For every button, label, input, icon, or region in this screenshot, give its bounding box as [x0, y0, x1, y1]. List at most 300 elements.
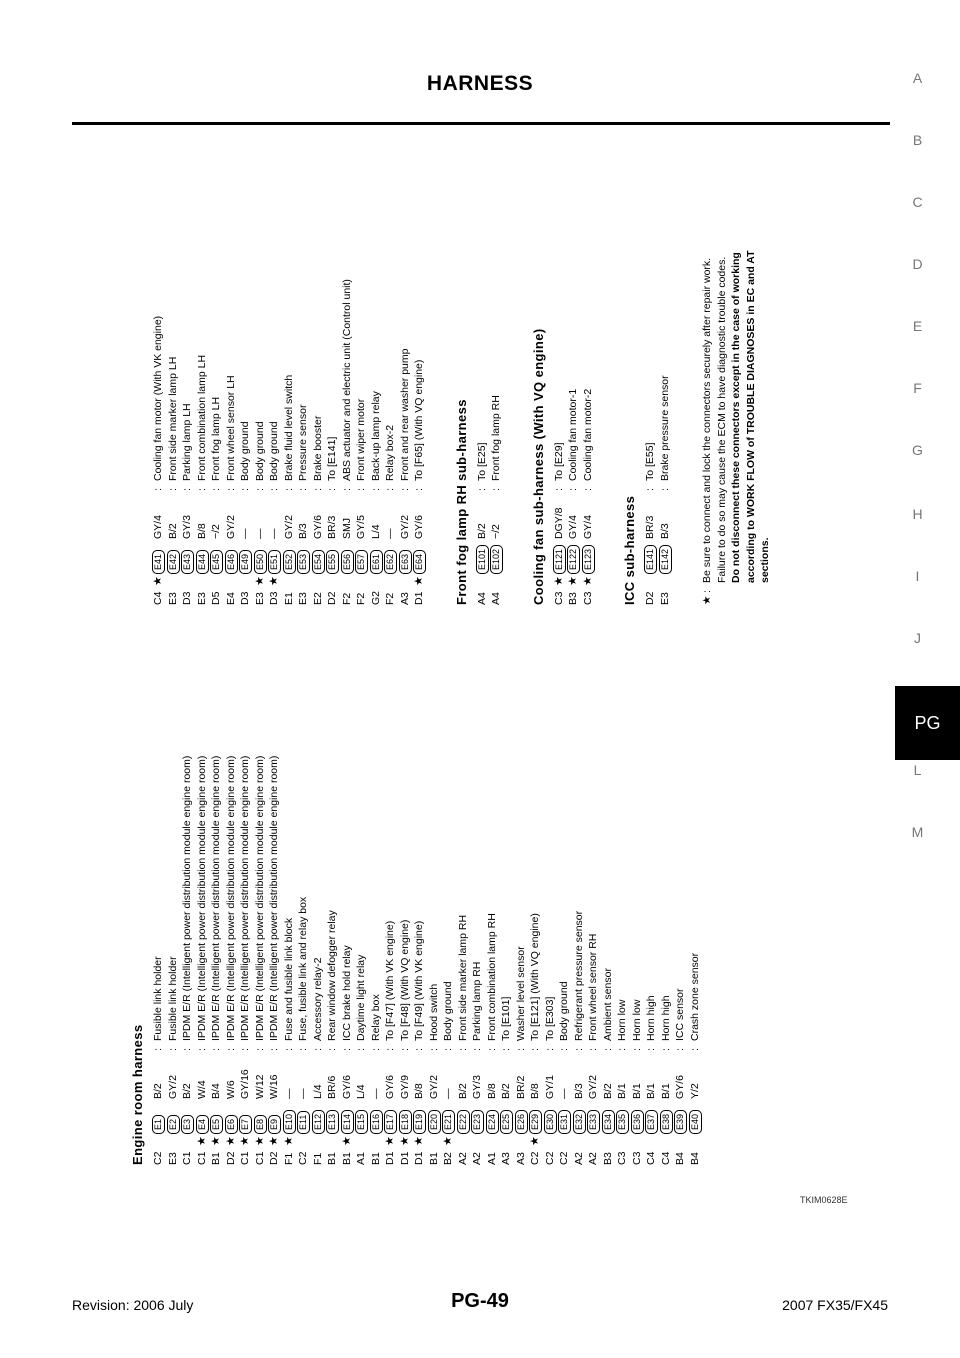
connector-color-pins: —	[268, 528, 280, 539]
separator: :	[552, 488, 565, 491]
connector-number	[499, 1110, 514, 1134]
grid-reference: E1	[282, 592, 295, 605]
connector-color-pins: GY/6	[384, 1075, 396, 1099]
connector-number	[489, 545, 504, 574]
separator: :	[210, 1048, 222, 1051]
star-mark: ★	[384, 1136, 396, 1146]
grid-reference: C2	[152, 1151, 164, 1165]
grid-reference: D3	[181, 591, 193, 605]
connector-number	[398, 1110, 413, 1134]
grid-reference: A1	[485, 1152, 498, 1165]
connector-number-box: E19	[413, 1110, 426, 1134]
connector-row	[238, 645, 253, 1165]
index-tab-j[interactable]: J	[914, 630, 921, 646]
connector-row	[630, 645, 645, 1165]
connector-description: To [E29]	[552, 442, 565, 481]
grid-reference: F2	[355, 592, 367, 605]
connector-description: ICC brake hold relay	[340, 945, 353, 1041]
grid-reference: D2	[268, 1151, 280, 1165]
grid-reference: D3	[268, 591, 280, 605]
connector-number	[253, 550, 268, 574]
grid-reference: C1	[195, 1151, 208, 1165]
connector-row	[224, 645, 239, 1165]
grid-reference: C2	[558, 1151, 570, 1165]
connector-number	[566, 545, 581, 574]
connector-color-pins: W/12	[253, 1074, 266, 1099]
grid-reference: D3	[239, 591, 251, 605]
grid-reference: D2	[326, 591, 338, 605]
grid-reference: E3	[166, 592, 179, 605]
connector-description: IPDM E/R (Intelligent power distribution module engine room)	[253, 755, 266, 1041]
separator: :	[644, 488, 656, 491]
connector-description: Front and rear washer pump	[398, 348, 411, 481]
separator: :	[659, 1048, 672, 1051]
connector-description: To [E101]	[500, 996, 512, 1041]
connector-description: Body ground	[253, 421, 266, 481]
connector-color-pins: GY/2	[166, 1075, 179, 1099]
separator: :	[297, 1048, 309, 1051]
note-warning-line: sections.	[759, 537, 771, 583]
connector-number-box: E10	[283, 1110, 296, 1134]
connector-description: To [E141]	[326, 436, 338, 481]
connector-color-pins: B/8	[413, 1083, 425, 1099]
index-tab-g[interactable]: G	[912, 442, 923, 458]
connector-number-box: E46	[225, 550, 238, 574]
connector-color-pins: —	[239, 528, 251, 539]
separator: :	[326, 488, 338, 491]
star-mark: ★	[253, 1136, 266, 1146]
connector-number	[557, 1110, 572, 1134]
connector-row	[325, 135, 340, 605]
connector-description: Back-up lamp relay	[369, 391, 382, 481]
connector-color-pins: GY/16	[239, 1069, 251, 1099]
grid-reference: A3	[514, 1152, 527, 1165]
connector-number	[644, 1110, 659, 1134]
connector-color-pins: —	[558, 1088, 570, 1099]
connector-number-box: E51	[268, 550, 281, 574]
index-tab-e[interactable]: E	[912, 318, 923, 334]
connector-number	[354, 1110, 369, 1134]
connector-row	[238, 135, 253, 605]
separator: :	[253, 1048, 266, 1051]
connector-description: Front combination lamp LH	[195, 354, 208, 481]
separator: :	[581, 488, 594, 491]
connector-description: Parking lamp RH	[471, 961, 483, 1041]
grid-reference: C1	[181, 1151, 193, 1165]
connector-description: Front wheel sensor RH	[587, 933, 599, 1041]
connector-row	[586, 645, 601, 1165]
connector-number	[456, 1110, 471, 1134]
connector-number-box: E142	[659, 545, 672, 574]
connector-row	[383, 645, 398, 1165]
separator: :	[195, 488, 208, 491]
connector-number-box: E25	[500, 1110, 513, 1134]
connector-color-pins: B/1	[659, 1083, 672, 1099]
separator: :	[282, 488, 295, 491]
connector-row	[456, 645, 471, 1165]
connector-number-box: E5	[210, 1115, 223, 1134]
connector-number-box: E141	[644, 545, 657, 574]
separator: :	[166, 1048, 179, 1051]
connector-number-box: E26	[515, 1110, 528, 1134]
connector-row	[566, 135, 581, 605]
index-tab-b[interactable]: B	[912, 132, 923, 148]
connector-row	[557, 645, 572, 1165]
connector-number	[267, 550, 282, 574]
connector-number	[267, 1115, 282, 1134]
connector-row	[615, 645, 630, 1165]
connector-color-pins: B/3	[572, 1083, 585, 1099]
grid-reference: E2	[311, 592, 324, 605]
separator: :	[152, 1048, 164, 1051]
connector-color-pins: GY/4	[152, 515, 164, 539]
connector-row	[644, 645, 659, 1165]
connector-number	[340, 1110, 355, 1134]
connector-row	[581, 135, 596, 605]
connector-color-pins: GY/6	[340, 1075, 353, 1099]
connector-number-box: E11	[297, 1111, 310, 1134]
index-tab-c[interactable]: C	[912, 194, 923, 210]
connector-row	[658, 135, 673, 605]
connector-description: Brake fluid level switch	[282, 374, 295, 481]
connector-description: Fuse, fusible link and relay box	[297, 896, 309, 1041]
section-title: Front fog lamp RH sub-harness	[453, 399, 469, 605]
connector-row	[398, 135, 413, 605]
connector-number-box: E7	[239, 1115, 252, 1134]
connector-number	[166, 550, 181, 574]
connector-row	[475, 135, 490, 605]
connector-number	[195, 1115, 210, 1134]
connector-description: Refrigerant pressure sensor	[572, 910, 585, 1041]
connector-number	[224, 550, 239, 574]
separator: :	[210, 488, 222, 491]
connector-row	[552, 135, 567, 605]
connector-number-box: E52	[283, 550, 296, 574]
connector-row	[572, 645, 587, 1165]
separator: :	[543, 1048, 556, 1051]
connector-row	[151, 645, 166, 1165]
connector-description: Body ground	[558, 981, 570, 1041]
connector-number	[581, 545, 596, 574]
separator: :	[658, 488, 671, 491]
connector-number	[224, 1115, 239, 1134]
index-tab-a[interactable]: A	[912, 70, 923, 86]
connector-description: To [E121] (With VQ engine)	[529, 913, 541, 1041]
connector-color-pins: B/3	[297, 523, 309, 539]
separator: :	[485, 1048, 498, 1051]
connector-row	[253, 135, 268, 605]
connector-number	[615, 1110, 630, 1134]
grid-reference: A2	[587, 1152, 599, 1165]
page-title: HARNESS	[426, 72, 534, 95]
separator: :	[630, 1048, 643, 1051]
index-tab-m[interactable]: M	[911, 824, 924, 840]
connector-number-box: E34	[602, 1110, 615, 1134]
connector-number-box: E30	[544, 1110, 557, 1134]
connector-number-box: E63	[399, 550, 412, 574]
connector-description: IPDM E/R (Intelligent power distribution module engine room)	[268, 755, 280, 1041]
connector-number-box: E50	[254, 550, 267, 574]
note-line: Failure to do so may cause the ECM to have diagnostic trouble codes.	[715, 256, 728, 583]
connector-description: Body ground	[239, 421, 251, 481]
separator: :	[616, 1048, 628, 1051]
connector-row	[470, 645, 485, 1165]
connector-description: To [E55]	[644, 442, 656, 481]
grid-reference: C4	[645, 1151, 657, 1165]
connector-description: To [E25]	[475, 442, 488, 481]
separator: :	[442, 1048, 454, 1051]
grid-reference: E3	[195, 592, 208, 605]
separator: :	[181, 1048, 193, 1051]
section-title: Cooling fan sub-harness (With VQ engine)	[530, 328, 546, 605]
separator: :	[369, 1048, 382, 1051]
connector-number-box: E39	[674, 1110, 687, 1134]
separator: :	[529, 1048, 541, 1051]
star-mark: ★	[398, 1136, 411, 1146]
separator: :	[384, 1048, 396, 1051]
connector-number	[528, 1110, 543, 1134]
connector-description: IPDM E/R (Intelligent power distribution module engine room)	[195, 755, 208, 1041]
grid-reference: E3	[166, 1152, 179, 1165]
grid-reference: B1	[369, 1152, 382, 1165]
connector-description: Front combination lamp RH	[485, 913, 498, 1041]
connector-row	[441, 645, 456, 1165]
connector-row	[489, 135, 504, 605]
connector-number-box: E42	[167, 550, 180, 574]
connector-color-pins: GY/4	[567, 515, 579, 539]
grid-reference: C2	[529, 1151, 541, 1165]
separator: :	[500, 1048, 512, 1051]
connector-number-box: E121	[553, 545, 566, 574]
index-tab-f[interactable]: F	[913, 380, 922, 396]
separator: :	[384, 488, 396, 491]
connector-number-box: E40	[689, 1110, 702, 1134]
grid-reference: A3	[398, 592, 411, 605]
connector-number	[325, 1110, 340, 1134]
separator: :	[224, 1048, 237, 1051]
star-mark: ★	[282, 1136, 295, 1146]
star-mark: ★	[567, 576, 579, 586]
grid-reference: D1	[413, 591, 425, 605]
connector-description: IPDM E/R (Intelligent power distribution module engine room)	[224, 755, 237, 1041]
connector-description: Relay box-2	[384, 424, 396, 481]
connector-number	[383, 550, 398, 574]
section-title: Engine room harness	[130, 1024, 145, 1165]
index-tab-d[interactable]: D	[912, 256, 923, 272]
separator: :	[311, 488, 324, 491]
index-tab-h[interactable]: H	[912, 506, 923, 522]
connector-number	[427, 1110, 442, 1134]
grid-reference: F2	[340, 592, 353, 605]
grid-reference: B3	[601, 1152, 614, 1165]
separator: :	[282, 1048, 295, 1051]
connector-number	[238, 550, 253, 574]
grid-reference: A4	[490, 592, 502, 605]
grid-reference: B1	[427, 1152, 440, 1165]
connector-description: To [F48] (With VQ engine)	[398, 919, 411, 1041]
connector-color-pins: GY/2	[398, 515, 411, 539]
connector-color-pins: BR/3	[644, 515, 656, 539]
connector-row	[528, 645, 543, 1165]
separator: :	[181, 488, 193, 491]
connector-number	[282, 1110, 297, 1134]
separator: :	[490, 488, 502, 491]
connector-description: Horn low	[630, 999, 643, 1041]
connector-row	[209, 645, 224, 1165]
connector-number-box: E53	[297, 550, 310, 574]
grid-reference: C4	[152, 591, 164, 605]
grid-reference: B2	[442, 1152, 454, 1165]
connector-number	[441, 1110, 456, 1134]
connector-number-box: E22	[457, 1110, 470, 1134]
star-mark: ★	[413, 576, 425, 586]
star-mark: ★	[529, 1136, 541, 1146]
separator: :	[340, 488, 353, 491]
connector-number-box: E29	[529, 1110, 542, 1134]
connector-number-box: E2	[167, 1115, 180, 1134]
connector-color-pins: B/1	[616, 1083, 628, 1099]
grid-reference: C3	[630, 1151, 643, 1165]
connector-number	[180, 550, 195, 574]
connector-number-box: E15	[355, 1110, 368, 1134]
grid-reference: D2	[644, 591, 656, 605]
note-warning-line: according to WORK FLOW of TROUBLE DIAGNOSES in EC and AT	[744, 250, 757, 583]
separator: :	[239, 488, 251, 491]
separator: :	[471, 1048, 483, 1051]
connector-number	[340, 550, 355, 574]
grid-reference: B3	[567, 592, 579, 605]
connector-number-box: E55	[326, 550, 339, 574]
grid-reference: B1	[210, 1152, 222, 1165]
separator: :	[475, 488, 488, 491]
connector-number	[552, 545, 567, 574]
separator: :	[268, 488, 280, 491]
connector-number-box: E23	[471, 1110, 484, 1134]
connector-number-box: E123	[582, 545, 595, 574]
connector-row	[282, 645, 297, 1165]
star-mark: ★	[253, 576, 266, 586]
index-tab-l[interactable]: L	[913, 762, 922, 778]
connector-description: IPDM E/R (Intelligent power distribution module engine room)	[181, 755, 193, 1041]
connector-number	[673, 1110, 688, 1134]
connector-row	[180, 135, 195, 605]
grid-reference: C1	[253, 1151, 266, 1165]
connector-number	[475, 545, 490, 574]
connector-color-pins: GY/4	[581, 515, 594, 539]
star-mark: ★	[210, 1136, 222, 1146]
separator: :	[268, 1048, 280, 1051]
connector-number-box: E41	[152, 550, 165, 574]
index-tab-pg[interactable]: PG	[895, 686, 960, 760]
connector-number-box: E43	[181, 550, 194, 574]
grid-reference: C3	[581, 591, 594, 605]
connector-number-box: E6	[225, 1115, 238, 1134]
connector-color-pins: B/2	[601, 1083, 614, 1099]
connector-color-pins: B/2	[475, 523, 488, 539]
grid-reference: C3	[616, 1151, 628, 1165]
index-tab-i[interactable]: I	[915, 568, 920, 584]
connector-description: Front side marker lamp RH	[456, 914, 469, 1041]
connector-color-pins: GY/9	[398, 1075, 411, 1099]
connector-row	[499, 645, 514, 1165]
connector-row	[195, 645, 210, 1165]
connector-color-pins: −/2	[490, 524, 502, 539]
separator: :	[297, 488, 309, 491]
footer-revision: Revision: 2006 July	[72, 1297, 194, 1313]
connector-description: Cooling fan motor-1	[567, 388, 579, 481]
connector-description: Front wheel sensor LH	[224, 375, 237, 481]
connector-number	[282, 550, 297, 574]
grid-reference: A2	[456, 1152, 469, 1165]
harness-connector-list	[125, 125, 785, 1165]
separator: :	[514, 1048, 527, 1051]
connector-color-pins: B/2	[166, 523, 179, 539]
column-left	[125, 645, 702, 1165]
connector-description: To [F47] (With VK engine)	[384, 920, 396, 1041]
connector-number	[166, 1115, 181, 1134]
connector-number	[151, 550, 166, 574]
connector-number-box: E36	[631, 1110, 644, 1134]
connector-color-pins: BR/3	[326, 515, 338, 539]
connector-number	[354, 550, 369, 574]
connector-row	[151, 135, 166, 605]
connector-row	[688, 645, 703, 1165]
connector-row	[601, 645, 616, 1165]
separator: :	[601, 1048, 614, 1051]
connector-description: IPDM E/R (Intelligent power distribution module engine room)	[210, 755, 222, 1041]
connector-description: Brake booster	[311, 415, 324, 481]
connector-number-box: E54	[312, 550, 325, 574]
connector-number	[311, 550, 326, 574]
connector-number	[586, 1110, 601, 1134]
connector-number-box: E101	[476, 545, 489, 574]
separator: :	[398, 488, 411, 491]
connector-row	[311, 645, 326, 1165]
connector-row	[340, 135, 355, 605]
connector-color-pins: B/3	[658, 523, 671, 539]
connector-number-box: E32	[573, 1110, 586, 1134]
connector-description: Relay box	[369, 994, 382, 1041]
separator: :	[152, 488, 164, 491]
grid-reference: C4	[659, 1151, 672, 1165]
connector-number	[470, 1110, 485, 1134]
star-mark: ★	[152, 576, 164, 586]
connector-color-pins: L/4	[355, 1084, 367, 1099]
connector-color-pins: —	[282, 1088, 295, 1099]
connector-row	[673, 645, 688, 1165]
connector-row	[296, 645, 311, 1165]
grid-reference: D1	[413, 1151, 425, 1165]
connector-row	[325, 645, 340, 1165]
grid-reference: E3	[297, 592, 309, 605]
connector-color-pins: GY/2	[427, 1075, 440, 1099]
connector-number	[296, 1111, 311, 1134]
separator: :	[355, 488, 367, 491]
connector-number	[253, 1115, 268, 1134]
connector-description: Accessory relay-2	[311, 957, 324, 1041]
connector-number-box: E38	[660, 1110, 673, 1134]
connector-number	[601, 1110, 616, 1134]
connector-row	[643, 135, 658, 605]
connector-number	[296, 550, 311, 574]
separator: :	[427, 1048, 440, 1051]
connector-row	[180, 645, 195, 1165]
connector-color-pins: −/2	[210, 524, 222, 539]
connector-row	[267, 645, 282, 1165]
grid-reference: C3	[552, 591, 565, 605]
separator: :	[253, 488, 266, 491]
connector-number	[369, 1110, 384, 1134]
